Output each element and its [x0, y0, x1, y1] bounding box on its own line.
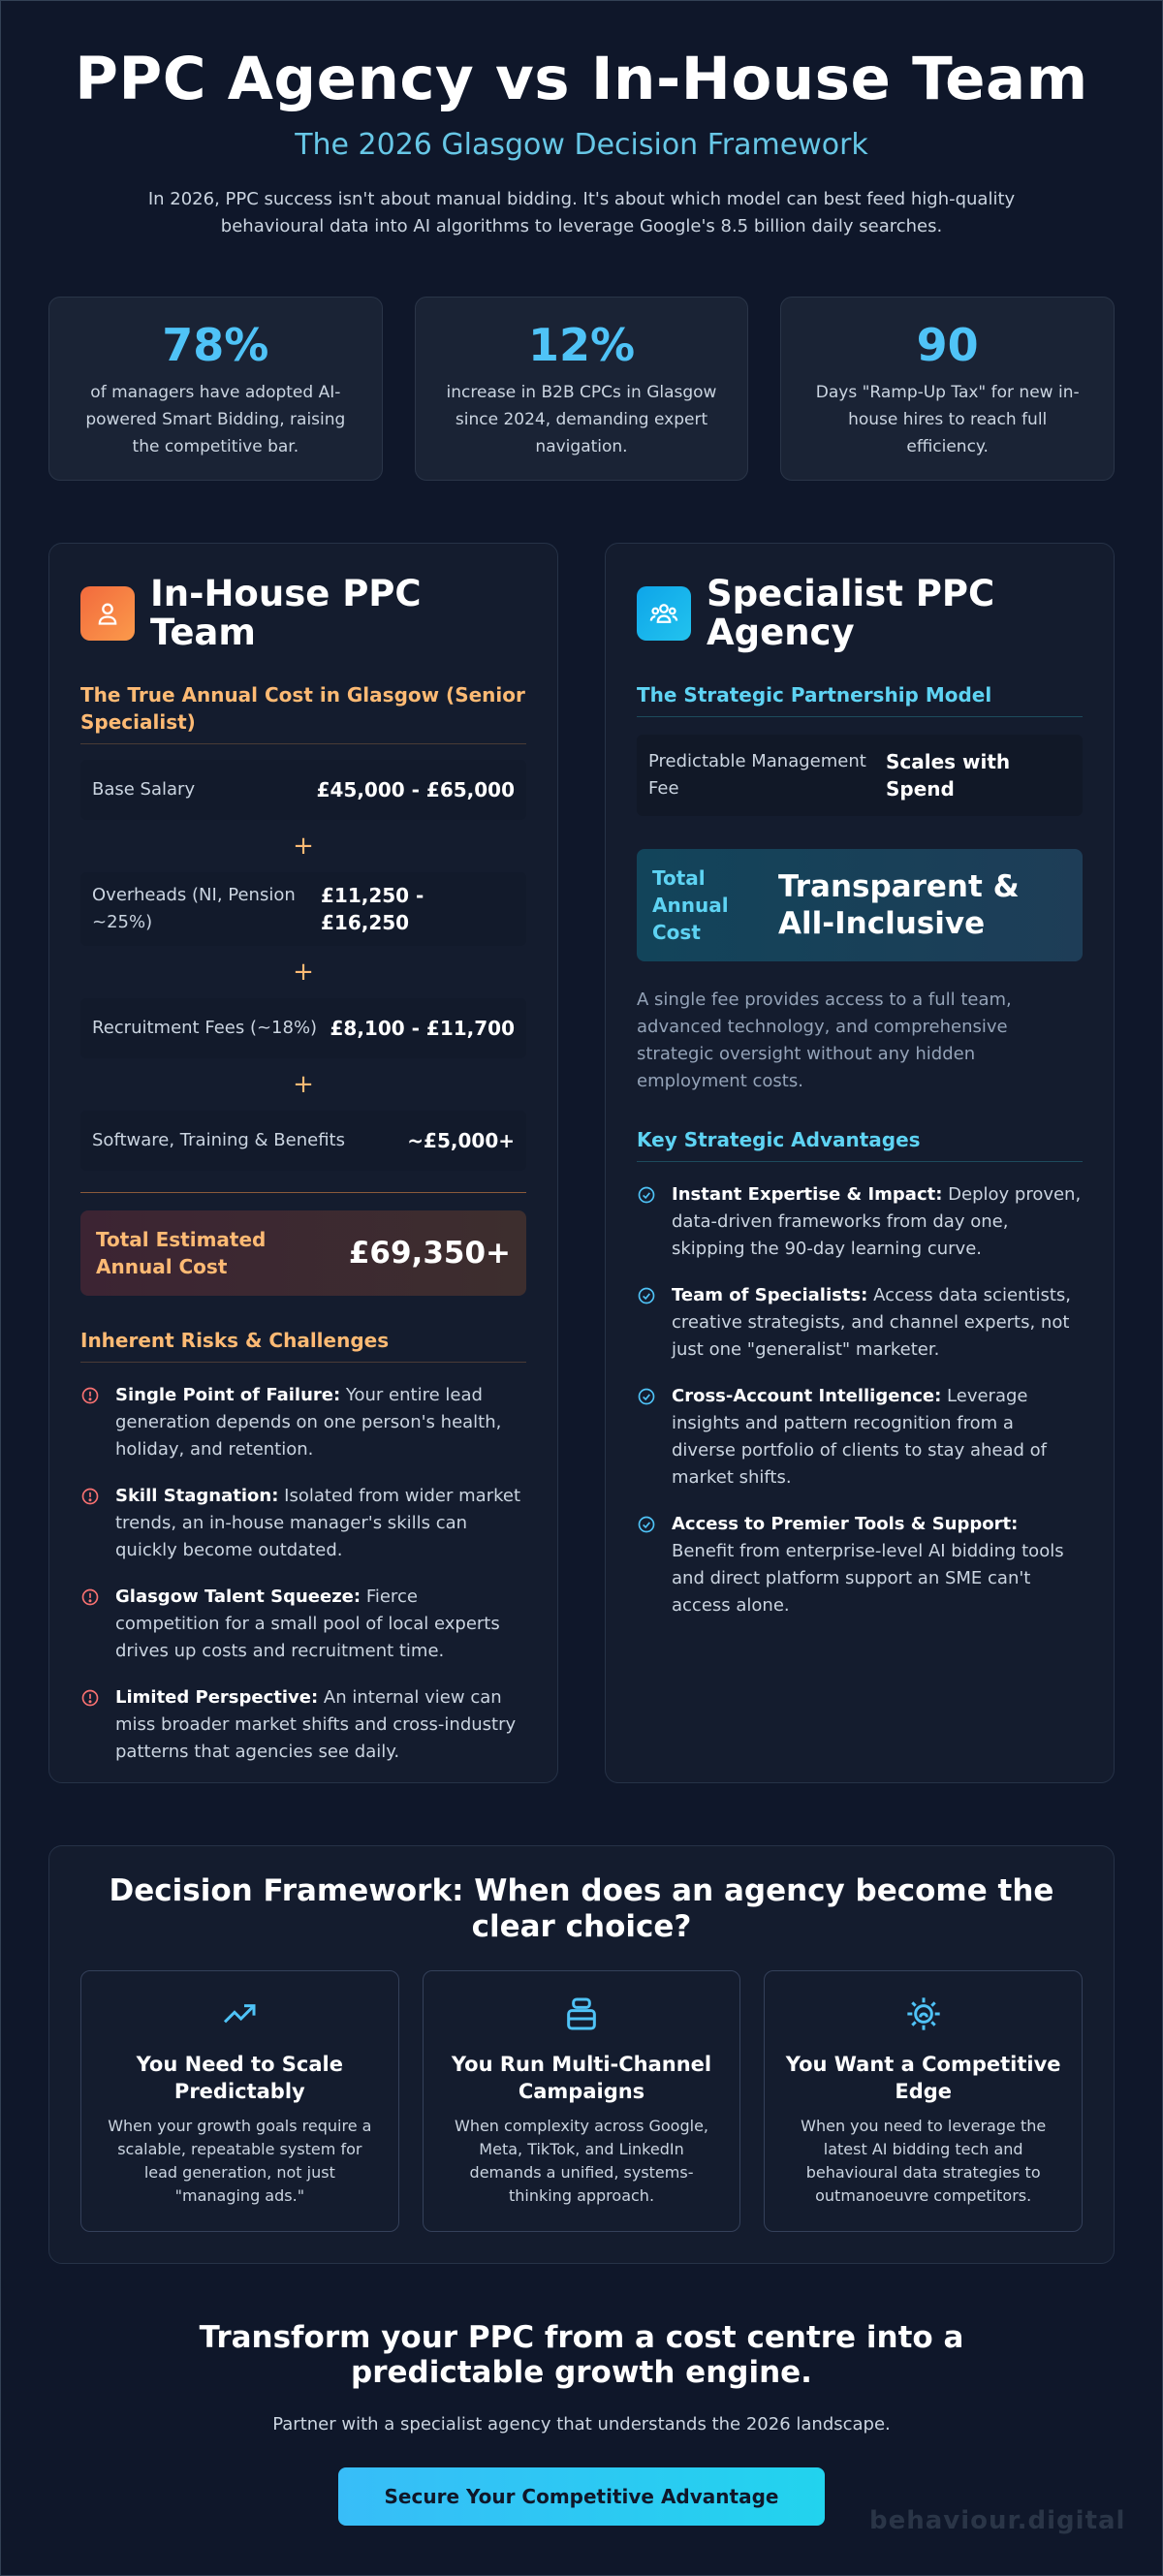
cost-label: Overheads (NI, Pension ~25%)	[92, 885, 296, 932]
cta-section	[0, 2320, 1163, 2526]
risk-desc: Fierce competition for a small pool of local experts drives up costs and recruitment time.	[115, 1586, 500, 1661]
brain-icon	[902, 2019, 945, 2037]
cost-value: £8,100 - £11,700	[330, 1017, 515, 1040]
fee-row	[637, 735, 1083, 816]
total-label: Total Estimated Annual Cost	[96, 1228, 267, 1278]
risk-item	[80, 1584, 526, 1665]
advantage-item	[637, 1511, 1083, 1619]
risk-title: Skill Stagnation:	[115, 1486, 279, 1506]
advantage-text	[672, 1511, 1083, 1619]
team-icon	[637, 586, 691, 641]
cost-row	[80, 760, 526, 820]
cost-value: £11,250 - £16,250	[321, 884, 424, 934]
framework-heading: Decision Framework: When does an agency become the clear choice?	[109, 1873, 1054, 1944]
cta-heading: Transform your PPC from a cost centre into a predictable growth engine.	[199, 2320, 964, 2390]
check-circle-icon	[637, 1387, 658, 1492]
stat-card	[415, 297, 749, 481]
risk-title: Limited Perspective:	[115, 1687, 319, 1708]
stat-value: 12%	[527, 319, 636, 371]
cost-value: £45,000 - £65,000	[316, 778, 515, 801]
risk-title: Glasgow Talent Squeeze:	[115, 1586, 361, 1607]
advantages-heading: Key Strategic Advantages	[637, 1126, 1083, 1162]
advantage-desc: Leverage insights and pattern recognition from a diverse portfolio of clients to stay ahead of market shifts.	[672, 1386, 1047, 1488]
risk-text	[115, 1584, 526, 1665]
person-icon	[80, 586, 135, 641]
cost-value: ~£5,000+	[407, 1129, 515, 1152]
framework-card	[80, 1970, 399, 2232]
check-circle-icon	[637, 1185, 658, 1263]
advantage-title: Access to Premier Tools & Support:	[672, 1514, 1019, 1534]
check-circle-icon	[637, 1286, 658, 1364]
advantage-title: Cross-Account Intelligence:	[672, 1386, 942, 1406]
risk-desc: An internal view can miss broader market shifts and cross-industry patterns that agencies see daily.	[115, 1687, 517, 1762]
plus-sign: +	[293, 1070, 314, 1099]
framework-card-title: You Want a Competitive Edge	[785, 2053, 1061, 2103]
advantage-desc: Benefit from enterprise-level AI bidding tools and direct platform support an SME can't access alone.	[672, 1541, 1064, 1616]
framework-card	[764, 1970, 1083, 2232]
advantage-text	[672, 1181, 1083, 1263]
framework-card-desc: When complexity across Google, Meta, TikTok, and LinkedIn demands a unified, systems-thinking approach.	[455, 2117, 708, 2205]
intro-text: In 2026, PPC success isn't about manual bidding. It's about which model can best feed high-quality behavioural data into AI algorithms to leverage Google's 8.5 billion daily searches.	[147, 189, 1016, 236]
divider	[80, 1192, 526, 1193]
trending-up-icon	[218, 2019, 261, 2037]
agency-note: A single fee provides access to a full team, advanced technology, and comprehensive strategic oversight without any hidden employment costs.	[637, 990, 1012, 1091]
inhouse-header	[80, 575, 526, 652]
risk-text	[115, 1483, 526, 1564]
cost-label: Recruitment Fees (~18%)	[92, 1018, 318, 1038]
advantage-item	[637, 1383, 1083, 1492]
cost-label: Software, Training & Benefits	[92, 1130, 345, 1150]
cta-button[interactable]: Secure Your Competitive Advantage	[338, 2467, 825, 2526]
cost-row	[80, 998, 526, 1058]
advantage-desc: Access data scientists, creative strategists, and channel experts, not just one "generalist" marketer.	[672, 1285, 1072, 1360]
advantages-list	[637, 1181, 1083, 1619]
stat-card	[780, 297, 1115, 481]
risks-list	[80, 1382, 526, 1766]
advantage-item	[637, 1282, 1083, 1364]
risk-text	[115, 1684, 526, 1766]
advantage-text	[672, 1383, 1083, 1492]
risk-item	[80, 1684, 526, 1766]
cost-label: Base Salary	[92, 779, 196, 800]
inhouse-title: In-House PPC Team	[150, 573, 422, 653]
framework-cards	[80, 1970, 1083, 2232]
advantage-desc: Deploy proven, data-driven frameworks from day one, skipping the 90-day learning curve.	[672, 1184, 1082, 1259]
agency-column	[605, 543, 1115, 1783]
framework-card-title: You Run Multi-Channel Campaigns	[451, 2053, 712, 2103]
plus-sign: +	[293, 832, 314, 861]
annual-cost-box	[637, 849, 1083, 961]
annual-label: Total Annual Cost	[652, 866, 729, 944]
total-cost-box	[80, 1210, 526, 1296]
stats-row	[48, 297, 1115, 481]
risk-item	[80, 1483, 526, 1564]
stat-description: Days "Ramp-Up Tax" for new in-house hires to reach full efficiency.	[815, 383, 1080, 456]
stat-card	[48, 297, 383, 481]
agency-header	[637, 575, 1083, 652]
inhouse-column	[48, 543, 558, 1783]
advantage-item	[637, 1181, 1083, 1263]
cost-breakdown	[80, 760, 526, 1296]
page-subtitle: The 2026 Glasgow Decision Framework	[295, 128, 868, 162]
cta-subtext: Partner with a specialist agency that understands the 2026 landscape.	[272, 2414, 891, 2435]
advantage-title: Instant Expertise & Impact:	[672, 1184, 943, 1205]
decision-framework	[48, 1845, 1115, 2264]
alert-circle-icon	[80, 1386, 102, 1463]
page-title: PPC Agency vs In-House Team	[75, 45, 1088, 113]
framework-card-desc: When you need to leverage the latest AI bidding tech and behavioural data strategies to outmanoeuvre competitors.	[801, 2117, 1047, 2205]
framework-card-title: You Need to Scale Predictably	[136, 2053, 343, 2103]
alert-circle-icon	[80, 1688, 102, 1766]
stat-description: increase in B2B CPCs in Glasgow since 2024, demanding expert navigation.	[446, 383, 717, 456]
plus-sign: +	[293, 958, 314, 987]
framework-card-desc: When your growth goals require a scalable, repeatable system for lead generation, not just "managing ads."	[108, 2117, 372, 2205]
risk-text	[115, 1382, 526, 1463]
model-heading: The Strategic Partnership Model	[637, 681, 1083, 717]
advantage-text	[672, 1282, 1083, 1364]
stat-value: 78%	[162, 319, 269, 371]
brand-watermark: behaviour.digital	[869, 2506, 1126, 2535]
total-value: £69,350+	[348, 1236, 511, 1271]
alert-circle-icon	[80, 1587, 102, 1665]
cost-row	[80, 1111, 526, 1171]
risk-item	[80, 1382, 526, 1463]
check-circle-icon	[637, 1515, 658, 1619]
cost-heading: The True Annual Cost in Glasgow (Senior Specialist)	[80, 681, 526, 744]
advantage-title: Team of Specialists:	[672, 1285, 868, 1305]
risk-title: Single Point of Failure:	[115, 1385, 341, 1405]
risk-desc: Isolated from wider market trends, an in-house manager's skills can quickly become outdated.	[115, 1486, 521, 1560]
risk-desc: Your entire lead generation depends on one person's health, holiday, and retention.	[115, 1385, 502, 1460]
agency-title: Specialist PPC Agency	[707, 573, 995, 653]
layers-icon	[560, 2019, 603, 2037]
cost-row	[80, 872, 526, 946]
stat-description: of managers have adopted AI-powered Smart Bidding, raising the competitive bar.	[85, 383, 346, 456]
annual-value: Transparent & All-Inclusive	[778, 869, 1020, 941]
framework-card	[423, 1970, 741, 2232]
stat-value: 90	[916, 319, 979, 371]
fee-value: Scales with Spend	[886, 750, 1011, 801]
alert-circle-icon	[80, 1487, 102, 1564]
fee-label: Predictable Management Fee	[648, 751, 866, 799]
risks-heading: Inherent Risks & Challenges	[80, 1327, 526, 1363]
